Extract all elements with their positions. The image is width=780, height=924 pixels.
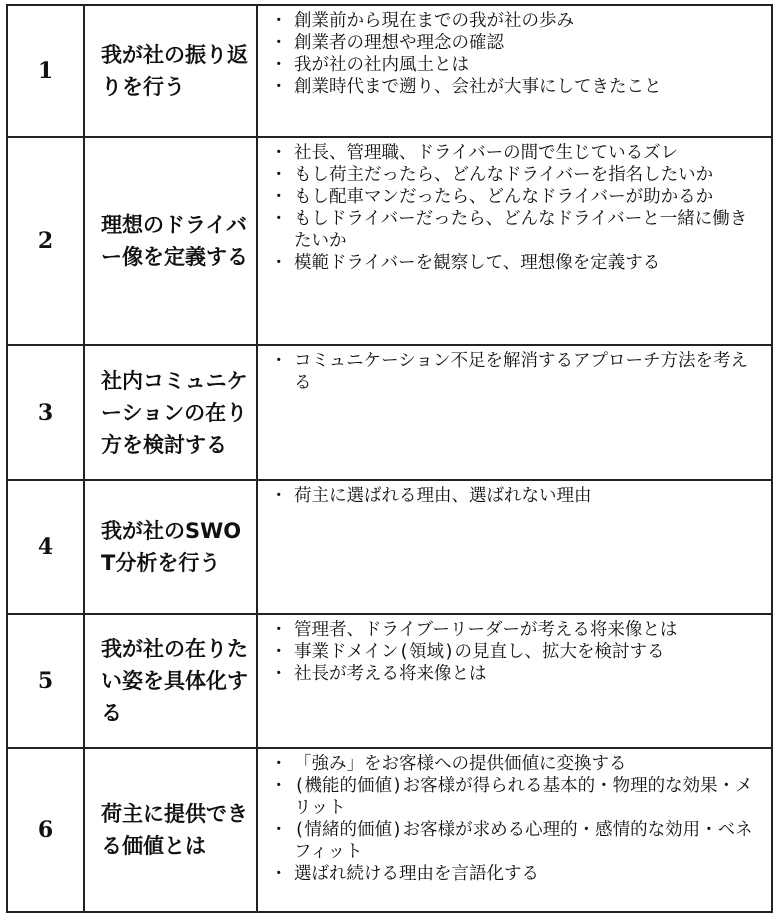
step-detail: [257, 748, 772, 912]
steps-table: [6, 4, 773, 913]
step-title: 社内コミュニケーションの在り方を検討する: [101, 368, 248, 457]
step-row-1: [7, 5, 772, 137]
step-title: 我が社のSWOT分析を行う: [101, 519, 242, 575]
step-title: 荷主に提供できる価値とは: [101, 802, 248, 858]
bullet-item: ・ 創業時代まで遡り、会社が大事にしてきたこと: [270, 77, 662, 97]
bullet-list: [266, 753, 761, 885]
bullet-item: ・ 事業ドメイン(領域)の見直し、拡大を検討する: [270, 642, 665, 662]
bullet-marker: ・: [270, 864, 288, 884]
step-detail: [257, 345, 772, 480]
bullet-marker: ・: [270, 620, 288, 640]
step-title: 我が社の振り返りを行う: [101, 43, 248, 99]
step-number: 1: [7, 5, 84, 137]
bullet-list: [266, 619, 761, 685]
bullet-item: ・ 荷主に選ばれる理由、選ばれない理由: [270, 486, 592, 506]
step-detail: [257, 137, 772, 345]
bullet-item: ・ 創業前から現在までの我が社の歩み: [270, 11, 574, 31]
step-title-cell: [84, 5, 257, 137]
bullet-item: ・ コミュニケーション不足を解消するアプローチ方法を考える: [270, 351, 748, 393]
step-row-2: [7, 137, 772, 345]
step-title-cell: [84, 614, 257, 748]
step-detail: [257, 480, 772, 614]
step-detail: [257, 5, 772, 137]
step-title-cell: [84, 480, 257, 614]
steps-sheet: [6, 4, 771, 914]
bullet-item: ・ 創業者の理想や理念の確認: [270, 33, 504, 53]
bullet-list: [266, 350, 761, 394]
bullet-item: ・ 選ばれ続ける理由を言語化する: [270, 864, 539, 884]
bullet-marker: ・: [270, 754, 288, 774]
step-number: 2: [7, 137, 84, 345]
bullet-list: [266, 10, 761, 98]
step-row-5: [7, 614, 772, 748]
bullet-marker: ・: [270, 165, 288, 185]
bullet-item: ・ もし配車マンだったら、どんなドライバーが助かるか: [270, 187, 714, 207]
step-number: 4: [7, 480, 84, 614]
bullet-marker: ・: [270, 11, 288, 31]
bullet-marker: ・: [270, 820, 288, 840]
step-title-cell: [84, 137, 257, 345]
bullet-item: ・ 我が社の社内風土とは: [270, 55, 469, 75]
bullet-marker: ・: [270, 486, 288, 506]
step-row-3: [7, 345, 772, 480]
step-title-cell: [84, 748, 257, 912]
bullet-list: [266, 142, 761, 274]
bullet-marker: ・: [270, 351, 288, 371]
step-row-6: [7, 748, 772, 912]
step-title: 我が社の在りたい姿を具体化する: [101, 637, 248, 725]
bullet-item: ・ 社長、管理職、ドライバーの間で生じているズレ: [270, 143, 679, 163]
step-row-4: [7, 480, 772, 614]
bullet-marker: ・: [270, 642, 288, 662]
bullet-marker: ・: [270, 33, 288, 53]
step-number: 3: [7, 345, 84, 480]
bullet-marker: ・: [270, 143, 288, 163]
bullet-marker: ・: [270, 776, 288, 796]
bullet-marker: ・: [270, 77, 288, 97]
step-number: 6: [7, 748, 84, 912]
step-number: 5: [7, 614, 84, 748]
bullet-marker: ・: [270, 187, 288, 207]
bullet-item: ・ 「強み」をお客様への提供価値に変換する: [270, 754, 627, 774]
bullet-marker: ・: [270, 253, 288, 273]
bullet-item: ・ (情緒的価値)お客様が求める心理的・感情的な効用・ベネフィット: [270, 820, 753, 862]
bullet-item: ・ もし荷主だったら、どんなドライバーを指名したいか: [270, 165, 714, 185]
bullet-item: ・ (機能的価値)お客様が得られる基本的・物理的な効果・メリット: [270, 776, 753, 818]
step-detail: [257, 614, 772, 748]
step-title-cell: [84, 345, 257, 480]
bullet-marker: ・: [270, 55, 288, 75]
bullet-marker: ・: [270, 209, 288, 229]
step-title: 理想のドライバー像を定義する: [101, 213, 248, 269]
bullet-item: ・ 社長が考える将来像とは: [270, 664, 487, 684]
bullet-item: ・ もしドライバーだったら、どんなドライバーと一緒に働きたいか: [270, 209, 748, 251]
bullet-list: [266, 485, 761, 507]
bullet-item: ・ 管理者、ドライブーリーダーが考える将来像とは: [270, 620, 678, 640]
bullet-item: ・ 模範ドライバーを観察して、理想像を定義する: [270, 253, 661, 273]
bullet-marker: ・: [270, 664, 288, 684]
